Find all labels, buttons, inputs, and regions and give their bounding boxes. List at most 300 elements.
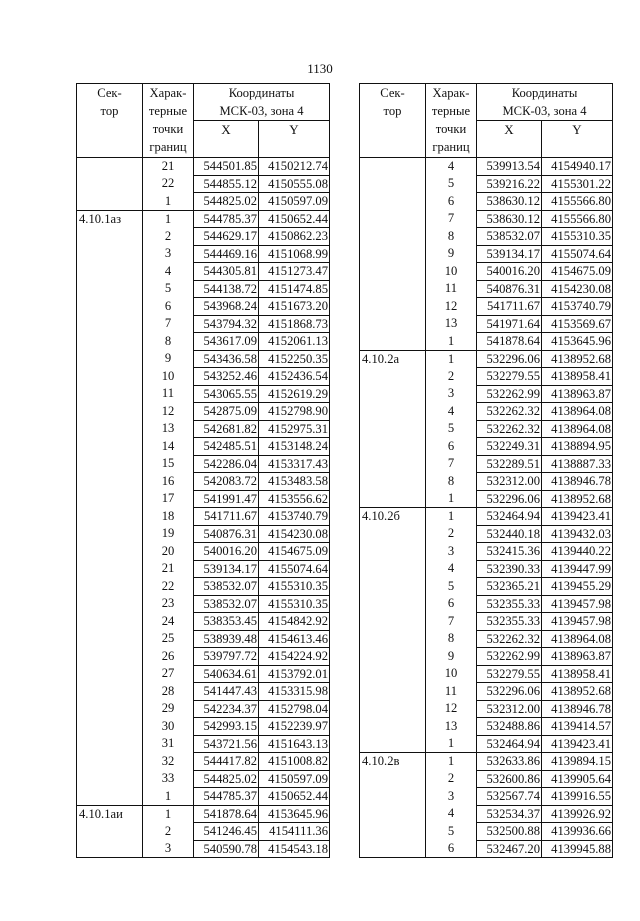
sector-cell: 4.10.2б xyxy=(360,508,426,526)
table-row xyxy=(360,770,613,788)
sector-cell xyxy=(77,263,143,281)
x-coordinate-cell: 540590.78 xyxy=(194,840,259,858)
sector-cell xyxy=(77,280,143,298)
coordinates-header: Координаты МСК-03, зона 4 xyxy=(194,84,330,121)
point-cell: 9 xyxy=(143,350,194,368)
table-row xyxy=(77,438,330,456)
sector-cell xyxy=(77,840,143,858)
point-cell: 21 xyxy=(143,158,194,176)
x-coordinate-cell: 544629.17 xyxy=(194,228,259,246)
x-coordinate-cell: 540876.31 xyxy=(194,525,259,543)
table-row xyxy=(77,525,330,543)
point-cell: 1 xyxy=(143,193,194,211)
sector-cell xyxy=(360,700,426,718)
x-coordinate-cell: 532488.86 xyxy=(477,718,542,736)
x-coordinate-cell: 532279.55 xyxy=(477,665,542,683)
sector-cell xyxy=(360,735,426,753)
y-coordinate-cell: 4152798.04 xyxy=(259,700,330,718)
x-coordinate-cell: 532464.94 xyxy=(477,508,542,526)
x-coordinate-cell: 532355.33 xyxy=(477,595,542,613)
table-row xyxy=(360,245,613,263)
sector-cell xyxy=(77,298,143,316)
y-coordinate-cell: 4154230.08 xyxy=(542,280,613,298)
y-coordinate-cell: 4138963.87 xyxy=(542,648,613,666)
y-coordinate-cell: 4155310.35 xyxy=(259,578,330,596)
point-cell: 2 xyxy=(426,368,477,386)
x-coordinate-cell: 532312.00 xyxy=(477,473,542,491)
x-coordinate-cell: 544825.02 xyxy=(194,770,259,788)
x-coordinate-cell: 542286.04 xyxy=(194,455,259,473)
x-coordinate-cell: 541991.47 xyxy=(194,490,259,508)
x-coordinate-cell: 540634.61 xyxy=(194,665,259,683)
sector-cell xyxy=(360,490,426,508)
y-coordinate-cell: 4154111.36 xyxy=(259,823,330,841)
table-row xyxy=(360,333,613,351)
point-cell: 6 xyxy=(143,298,194,316)
x-coordinate-cell: 532633.86 xyxy=(477,753,542,771)
x-coordinate-cell: 540016.20 xyxy=(194,543,259,561)
y-coordinate-cell: 4153645.96 xyxy=(259,805,330,823)
sector-cell xyxy=(77,455,143,473)
y-coordinate-cell: 4150652.44 xyxy=(259,788,330,806)
table-row xyxy=(360,595,613,613)
table-row xyxy=(360,473,613,491)
table-row xyxy=(360,193,613,211)
y-coordinate-cell: 4139447.99 xyxy=(542,560,613,578)
point-cell: 1 xyxy=(426,350,477,368)
table-row xyxy=(77,560,330,578)
x-coordinate-cell: 532296.06 xyxy=(477,350,542,368)
sector-cell xyxy=(360,333,426,351)
sector-cell xyxy=(360,578,426,596)
sector-cell xyxy=(77,175,143,193)
y-coordinate-cell: 4139457.98 xyxy=(542,613,613,631)
table-row xyxy=(77,245,330,263)
x-coordinate-cell: 539797.72 xyxy=(194,648,259,666)
y-coordinate-cell: 4155566.80 xyxy=(542,193,613,211)
point-cell: 2 xyxy=(143,823,194,841)
y-coordinate-cell: 4151643.13 xyxy=(259,735,330,753)
x-coordinate-cell: 542993.15 xyxy=(194,718,259,736)
sector-cell xyxy=(360,788,426,806)
y-coordinate-cell: 4154224.92 xyxy=(259,648,330,666)
table-row xyxy=(360,298,613,316)
sector-cell xyxy=(77,683,143,701)
table-row xyxy=(77,578,330,596)
table-row xyxy=(77,630,330,648)
y-coordinate-cell: 4154842.92 xyxy=(259,613,330,631)
point-cell: 3 xyxy=(143,840,194,858)
table-row xyxy=(360,350,613,368)
point-cell: 1 xyxy=(426,333,477,351)
x-coordinate-cell: 532262.32 xyxy=(477,630,542,648)
point-cell: 22 xyxy=(143,175,194,193)
table-row xyxy=(360,648,613,666)
sector-cell xyxy=(77,473,143,491)
x-coordinate-cell: 543436.58 xyxy=(194,350,259,368)
y-coordinate-cell: 4153315.98 xyxy=(259,683,330,701)
x-coordinate-cell: 544825.02 xyxy=(194,193,259,211)
sector-cell xyxy=(77,508,143,526)
point-cell: 30 xyxy=(143,718,194,736)
point-cell: 26 xyxy=(143,648,194,666)
table-row xyxy=(360,280,613,298)
sector-cell xyxy=(360,683,426,701)
y-coordinate-cell: 4138964.08 xyxy=(542,403,613,421)
y-coordinate-cell: 4152239.97 xyxy=(259,718,330,736)
sector-cell xyxy=(77,578,143,596)
sector-cell xyxy=(360,455,426,473)
point-cell: 6 xyxy=(426,595,477,613)
point-cell: 18 xyxy=(143,508,194,526)
y-coordinate-cell: 4151008.82 xyxy=(259,753,330,771)
table-row xyxy=(360,158,613,176)
x-coordinate-cell: 532262.32 xyxy=(477,420,542,438)
point-cell: 6 xyxy=(426,193,477,211)
point-cell: 22 xyxy=(143,578,194,596)
sector-cell xyxy=(77,228,143,246)
y-coordinate-cell: 4138894.95 xyxy=(542,438,613,456)
x-coordinate-cell: 532249.31 xyxy=(477,438,542,456)
point-cell: 13 xyxy=(426,718,477,736)
point-cell: 20 xyxy=(143,543,194,561)
table-row xyxy=(77,543,330,561)
sector-cell xyxy=(360,298,426,316)
table-row xyxy=(360,420,613,438)
table-row xyxy=(77,368,330,386)
table-row xyxy=(360,823,613,841)
x-coordinate-cell: 532415.36 xyxy=(477,543,542,561)
table-row xyxy=(77,158,330,176)
sector-cell xyxy=(360,210,426,228)
sector-cell xyxy=(77,193,143,211)
sector-cell xyxy=(77,368,143,386)
x-header: X xyxy=(194,121,259,158)
x-coordinate-cell: 532365.21 xyxy=(477,578,542,596)
y-coordinate-cell: 4139945.88 xyxy=(542,840,613,858)
table-row xyxy=(77,350,330,368)
point-cell: 3 xyxy=(426,788,477,806)
sector-cell xyxy=(360,613,426,631)
x-coordinate-cell: 543065.55 xyxy=(194,385,259,403)
point-cell: 1 xyxy=(143,805,194,823)
table-row xyxy=(360,630,613,648)
point-cell: 1 xyxy=(426,490,477,508)
sector-cell xyxy=(360,648,426,666)
sector-cell xyxy=(77,788,143,806)
x-coordinate-cell: 538630.12 xyxy=(477,193,542,211)
x-coordinate-cell: 541971.64 xyxy=(477,315,542,333)
table-row xyxy=(360,718,613,736)
table-row xyxy=(360,175,613,193)
point-cell: 23 xyxy=(143,595,194,613)
sector-cell xyxy=(360,175,426,193)
x-coordinate-cell: 544305.81 xyxy=(194,263,259,281)
x-coordinate-cell: 538939.48 xyxy=(194,630,259,648)
table-row xyxy=(77,700,330,718)
x-coordinate-cell: 532600.86 xyxy=(477,770,542,788)
coordinates-table-right xyxy=(359,83,613,858)
x-coordinate-cell: 540016.20 xyxy=(477,263,542,281)
x-coordinate-cell: 543968.24 xyxy=(194,298,259,316)
table-row xyxy=(360,455,613,473)
y-coordinate-cell: 4151868.73 xyxy=(259,315,330,333)
sector-cell xyxy=(360,315,426,333)
point-cell: 13 xyxy=(426,315,477,333)
point-cell: 7 xyxy=(426,210,477,228)
y-coordinate-cell: 4138952.68 xyxy=(542,490,613,508)
point-cell: 2 xyxy=(426,525,477,543)
table-row xyxy=(77,333,330,351)
table-row xyxy=(360,210,613,228)
x-coordinate-cell: 539216.22 xyxy=(477,175,542,193)
table-row xyxy=(360,263,613,281)
table-row xyxy=(77,385,330,403)
table-row xyxy=(360,403,613,421)
point-cell: 8 xyxy=(426,630,477,648)
x-coordinate-cell: 532464.94 xyxy=(477,735,542,753)
sector-cell xyxy=(360,525,426,543)
table-row xyxy=(77,228,330,246)
page-number: 1130 xyxy=(307,61,333,76)
table-row xyxy=(77,403,330,421)
y-coordinate-cell: 4150597.09 xyxy=(259,770,330,788)
point-cell: 19 xyxy=(143,525,194,543)
table-row xyxy=(77,735,330,753)
point-cell: 8 xyxy=(426,228,477,246)
sector-cell xyxy=(360,595,426,613)
y-coordinate-cell: 4152436.54 xyxy=(259,368,330,386)
y-coordinate-cell: 4138964.08 xyxy=(542,630,613,648)
sector-cell xyxy=(360,368,426,386)
y-coordinate-cell: 4153740.79 xyxy=(259,508,330,526)
sector-cell xyxy=(77,158,143,176)
y-coordinate-cell: 4155301.22 xyxy=(542,175,613,193)
table-row xyxy=(77,455,330,473)
point-cell: 8 xyxy=(143,333,194,351)
point-cell: 5 xyxy=(426,578,477,596)
y-coordinate-cell: 4153740.79 xyxy=(542,298,613,316)
sector-cell xyxy=(360,228,426,246)
y-coordinate-cell: 4139916.55 xyxy=(542,788,613,806)
table-row xyxy=(360,490,613,508)
sector-cell xyxy=(77,315,143,333)
y-coordinate-cell: 4139457.98 xyxy=(542,595,613,613)
table-row xyxy=(77,473,330,491)
table-row xyxy=(77,175,330,193)
y-coordinate-cell: 4153148.24 xyxy=(259,438,330,456)
sector-cell: 4.10.2а xyxy=(360,350,426,368)
y-coordinate-cell: 4139432.03 xyxy=(542,525,613,543)
y-coordinate-cell: 4138946.78 xyxy=(542,473,613,491)
point-cell: 9 xyxy=(426,648,477,666)
point-cell: 15 xyxy=(143,455,194,473)
x-coordinate-cell: 543794.32 xyxy=(194,315,259,333)
y-coordinate-cell: 4152250.35 xyxy=(259,350,330,368)
table-row xyxy=(360,578,613,596)
x-coordinate-cell: 542875.09 xyxy=(194,403,259,421)
y-coordinate-cell: 4153645.96 xyxy=(542,333,613,351)
x-coordinate-cell: 538532.07 xyxy=(194,578,259,596)
x-coordinate-cell: 541711.67 xyxy=(194,508,259,526)
point-cell: 6 xyxy=(426,840,477,858)
point-cell: 29 xyxy=(143,700,194,718)
sector-cell xyxy=(77,385,143,403)
point-cell: 21 xyxy=(143,560,194,578)
points-header: Харак- терные точки границ xyxy=(426,84,477,158)
table-row xyxy=(77,613,330,631)
point-cell: 5 xyxy=(426,175,477,193)
x-coordinate-cell: 532296.06 xyxy=(477,490,542,508)
point-cell: 3 xyxy=(426,543,477,561)
x-coordinate-cell: 541711.67 xyxy=(477,298,542,316)
table-row xyxy=(360,840,613,858)
y-coordinate-cell: 4139414.57 xyxy=(542,718,613,736)
table-row xyxy=(77,753,330,771)
y-header: Y xyxy=(259,121,330,158)
point-cell: 3 xyxy=(143,245,194,263)
table-row xyxy=(77,193,330,211)
y-coordinate-cell: 4154543.18 xyxy=(259,840,330,858)
point-cell: 10 xyxy=(426,665,477,683)
x-coordinate-cell: 540876.31 xyxy=(477,280,542,298)
x-coordinate-cell: 544855.12 xyxy=(194,175,259,193)
x-coordinate-cell: 542234.37 xyxy=(194,700,259,718)
sector-cell xyxy=(77,630,143,648)
table-row xyxy=(360,385,613,403)
sector-cell xyxy=(77,648,143,666)
y-coordinate-cell: 4151273.47 xyxy=(259,263,330,281)
coordinates-header: Координаты МСК-03, зона 4 xyxy=(477,84,613,121)
table-row xyxy=(360,525,613,543)
point-cell: 4 xyxy=(426,158,477,176)
point-cell: 1 xyxy=(143,788,194,806)
y-coordinate-cell: 4138958.41 xyxy=(542,665,613,683)
y-coordinate-cell: 4155074.64 xyxy=(542,245,613,263)
x-coordinate-cell: 532296.06 xyxy=(477,683,542,701)
table-row xyxy=(360,788,613,806)
point-cell: 1 xyxy=(143,210,194,228)
sector-cell: 4.10.2в xyxy=(360,753,426,771)
sector-cell xyxy=(77,753,143,771)
sector-cell xyxy=(77,595,143,613)
point-cell: 1 xyxy=(426,508,477,526)
sector-header: Сек- тор xyxy=(360,84,426,158)
table-row xyxy=(77,823,330,841)
x-coordinate-cell: 532355.33 xyxy=(477,613,542,631)
table-row xyxy=(77,683,330,701)
y-coordinate-cell: 4155310.35 xyxy=(542,228,613,246)
point-cell: 27 xyxy=(143,665,194,683)
x-coordinate-cell: 532440.18 xyxy=(477,525,542,543)
sector-cell xyxy=(360,403,426,421)
y-coordinate-cell: 4139440.22 xyxy=(542,543,613,561)
x-coordinate-cell: 541878.64 xyxy=(477,333,542,351)
point-cell: 5 xyxy=(426,823,477,841)
table-row xyxy=(360,665,613,683)
sector-cell xyxy=(360,280,426,298)
sector-cell xyxy=(77,525,143,543)
x-coordinate-cell: 543617.09 xyxy=(194,333,259,351)
table-row xyxy=(77,298,330,316)
table-row xyxy=(360,753,613,771)
sector-cell xyxy=(360,630,426,648)
x-coordinate-cell: 532390.33 xyxy=(477,560,542,578)
point-cell: 5 xyxy=(143,280,194,298)
sector-cell xyxy=(360,718,426,736)
sector-cell xyxy=(77,490,143,508)
sector-cell xyxy=(360,840,426,858)
sector-cell xyxy=(360,823,426,841)
y-coordinate-cell: 4139423.41 xyxy=(542,508,613,526)
table-row xyxy=(77,840,330,858)
table-row xyxy=(77,595,330,613)
points-header: Харак- терные точки границ xyxy=(143,84,194,158)
point-cell: 31 xyxy=(143,735,194,753)
sector-cell xyxy=(360,473,426,491)
y-coordinate-cell: 4139894.15 xyxy=(542,753,613,771)
sector-cell xyxy=(77,613,143,631)
sector-cell xyxy=(77,438,143,456)
y-coordinate-cell: 4152798.90 xyxy=(259,403,330,421)
x-coordinate-cell: 532262.99 xyxy=(477,648,542,666)
sector-cell xyxy=(77,823,143,841)
y-coordinate-cell: 4138964.08 xyxy=(542,420,613,438)
x-coordinate-cell: 544785.37 xyxy=(194,210,259,228)
sector-cell xyxy=(77,245,143,263)
y-coordinate-cell: 4151474.85 xyxy=(259,280,330,298)
y-coordinate-cell: 4154940.17 xyxy=(542,158,613,176)
point-cell: 32 xyxy=(143,753,194,771)
y-coordinate-cell: 4150652.44 xyxy=(259,210,330,228)
y-coordinate-cell: 4150597.09 xyxy=(259,193,330,211)
y-coordinate-cell: 4138887.33 xyxy=(542,455,613,473)
point-cell: 16 xyxy=(143,473,194,491)
y-coordinate-cell: 4151068.99 xyxy=(259,245,330,263)
sector-cell xyxy=(77,770,143,788)
y-coordinate-cell: 4153792.01 xyxy=(259,665,330,683)
point-cell: 3 xyxy=(426,385,477,403)
x-coordinate-cell: 544138.72 xyxy=(194,280,259,298)
y-coordinate-cell: 4153569.67 xyxy=(542,315,613,333)
y-coordinate-cell: 4153317.43 xyxy=(259,455,330,473)
y-coordinate-cell: 4155566.80 xyxy=(542,210,613,228)
y-coordinate-cell: 4139936.66 xyxy=(542,823,613,841)
sector-cell xyxy=(77,735,143,753)
table-row xyxy=(360,315,613,333)
y-coordinate-cell: 4153556.62 xyxy=(259,490,330,508)
sector-cell xyxy=(360,438,426,456)
table-row xyxy=(360,560,613,578)
x-coordinate-cell: 541447.43 xyxy=(194,683,259,701)
point-cell: 2 xyxy=(426,770,477,788)
point-cell: 10 xyxy=(426,263,477,281)
sector-cell xyxy=(77,350,143,368)
x-coordinate-cell: 544417.82 xyxy=(194,753,259,771)
x-coordinate-cell: 544469.16 xyxy=(194,245,259,263)
table-row xyxy=(77,788,330,806)
y-coordinate-cell: 4138952.68 xyxy=(542,350,613,368)
table-row xyxy=(77,665,330,683)
sector-cell xyxy=(360,263,426,281)
point-cell: 28 xyxy=(143,683,194,701)
point-cell: 7 xyxy=(426,613,477,631)
y-coordinate-cell: 4138958.41 xyxy=(542,368,613,386)
point-cell: 4 xyxy=(426,560,477,578)
point-cell: 6 xyxy=(426,438,477,456)
table-row xyxy=(360,805,613,823)
point-cell: 13 xyxy=(143,420,194,438)
